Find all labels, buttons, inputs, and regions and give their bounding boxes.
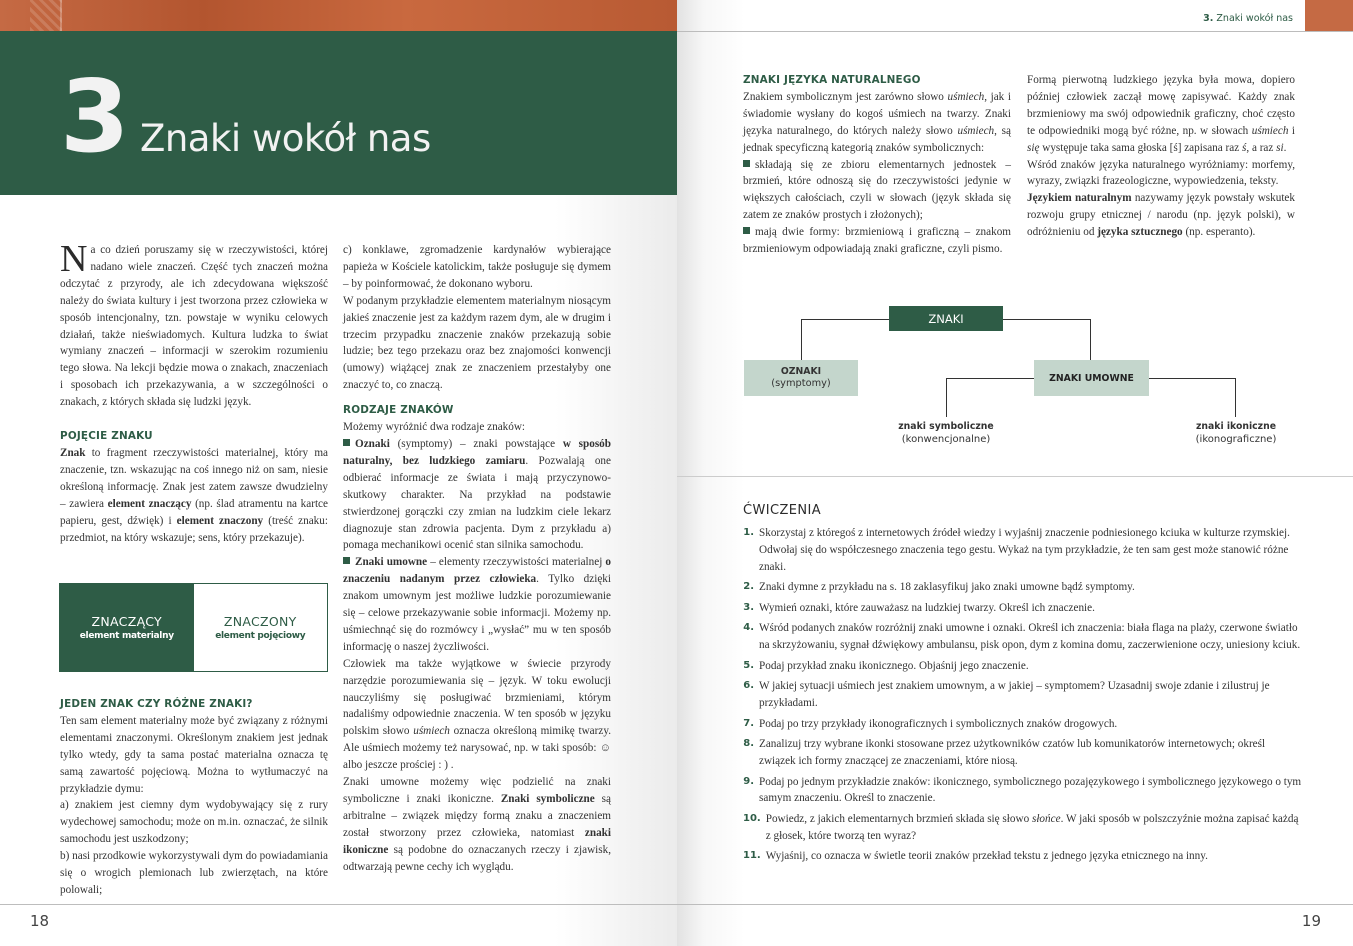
naturalny-bullet-2: mają dwie formy: brzmieniową i graficzną – znakom brzmieniowym odpowiadają znaki graficzne, czyli pismo. [743,226,1011,256]
jeden-p3: b) nasi przodkowie wykorzystywali dym do powiadamiania się o wrogich plemionach lub zwierzętach, na które polowali; [60,850,328,896]
diagram-node-oznaki: OZNAKI (symptomy) [744,360,858,396]
left-column [60,238,328,546]
middle-column [343,242,611,876]
connector-line [946,378,947,417]
mid-p3: Możemy wyróżnić dwa rodzaje znaków: [343,421,526,434]
naturalny-c2-p3: Językiem naturalnym nazywamy język powstały wskutek rozwoju grupy etnicznej / narodu (np. język polski), w odróżnieniu od języka sztucznego (np. esperanto). [1027,192,1295,239]
decorative-top-strip [0,0,677,31]
exercise-item: 4. Wśród podanych znaków rozróżnij znaki umowne i oznaki. Określ ich znaczenia: biała flaga na plaży, czerwone światło na skrzyżowaniu, sygnał dźwiękowy ambulansu, pisk opon, dym z komina domu, zaczerwienione oczy, uniesiony kciuk. [743,622,1301,652]
exercise-item: 3. Wymień oznaki, które zauważasz na ludzkiej twarzy. Określ ich znaczenie. [743,601,1095,614]
running-head: 3. Znaki wokół nas [1203,13,1293,24]
mid-p4: Człowiek ma także wyjątkowe w świecie przyrody narzędzie porozumiewania się – język. W toku ewolucji nauczyliśmy się posługiwać brzmieniami, którym nadaliśmy odpowiednie znaczenia. W ten sposób w języku polskim słowo uśmiech oznacza określoną mimikę twarzy. Ale uśmiech możemy też narysować, np. w taki sposób: ☺ albo jeszcze prościej : ) . [343,657,611,772]
exercise-item: 2. Znaki dymne z przykładu na s. 18 zaklasyfikuj jako znaki umowne bądź symptomy. [743,581,1135,594]
jeden-p1: Ten sam element materialny może być związany z różnymi elementami znaczonymi. Określonym znakiem jest jednak tylko wtedy, gdy ta sama postać materialna oznacza tę samą zawartość pojęciową. Można to wytłumaczyć na przykładzie dymu: [60,714,328,795]
exercise-item: 11. Wyjaśnij, co oznacza w świetle teorii znaków przekład tekstu z jednego języka etnicznego na inny. [743,850,1208,863]
footer-rule [0,904,677,905]
dropcap: N [60,238,88,280]
exercise-item: 9. Podaj po jednym przykładzie znaków: ikonicznego, symbolicznego pozajęzykowego i symbolicznego językowego o tym samym znaczeniu. Określ to znaczenie. [743,775,1302,805]
exercise-item: 8. Zanalizuj trzy wybrane ikonki stosowane przez użytkowników czatów lub komunikatorów internetowych; określ związek ich formy znaczącej ze znaczeniami, które niosą. [743,738,1266,768]
left-column-lower [60,696,328,899]
mid-p1: c) konklawe, zgromadzenie kardynałów wybierające papieża w Kościele katolickim, także posługuje się dymem – by poinformować, że dokonano wyboru. [343,244,611,290]
exercise-item: 5. Podaj przykład znaku ikonicznego. Objaśnij jego znaczenie. [743,659,1029,672]
oznaki-paragraph: Oznaki (symptomy) – znaki powstające w sposób naturalny, bez ludzkiego zamiaru. Pozwalają one odbierać informacje ze świata i mają przyczynowo-skutkowy charakter. Na przykład na podstawie stwierdzonej gorączki czy zmian na ludzkim ciele lekarz diagnozuje stan zdrowia pacjenta. Dym z przykładu a) pomaga mechanikowi ocenić stan silnika samochodu. [343,437,612,552]
jeden-p2: a) znakiem jest ciemny dym wydobywający się z rury wydechowej samochodu; może on m.in. oznaczać, że silnik samochodu jest uszkodzony; [60,799,328,846]
section-divider [677,476,1353,477]
exercise-item: 6. W jakiej sytuacji uśmiech jest znakiem umownym, a w jakiej – symptomem? Uzasadnij swoje zdanie i zilustruj je przykładami. [743,680,1270,710]
bullet-square-icon [343,439,350,446]
naturalny-p1: Znakiem symbolicznym jest zarówno słowo uśmiech, jak i świadomie wysłany do kogoś uśmiech na twarzy. Znaki języka naturalnego, do których należy słowo uśmiech, są jednak specyficzną kategorią znaków symbolicznych: [743,90,1011,154]
chapter-title-band [0,31,677,195]
naturalny-c2-p2: Wśród znaków języka naturalnego wyróżniamy: morfemy, wyrazy, związki frazeologiczne, wypowiedzenia, teksty. [1027,158,1295,188]
page-number-left: 18 [30,912,50,930]
diagram-node-umowne: ZNAKI UMOWNE [1034,360,1149,396]
bullet-square-icon [343,557,350,564]
exercise-item: 10. Powiedz, z jakich elementarnych brzmień składa się słowo słońce. W jaki sposób w polszczyźnie można zapisać każdą z głosek, które tworzą ten wyraz? [743,812,1299,842]
chapter-title: Znaki wokół nas [140,117,431,160]
footer-rule [677,904,1353,905]
bullet-square-icon [743,227,750,234]
mid-p2: W podanym przykładzie elementem materialnym niosącym jakieś znaczenie jest za każdym razem dym, ale w drugim i trzecim przypadku znaczenie znaków przekazują sobie ludzie; bez tego przekazu oraz bez znajomości konwencji (umowy) wiążącej znak ze znaczeniem przestałyby one znaczyć to, co znaczą. [343,294,611,392]
heading-naturalny: ZNAKI JĘZYKA NATURALNEGO [743,74,921,86]
connector-line [1090,319,1091,360]
right-column-1 [743,72,1011,258]
pojecie-paragraph: Znak to fragment rzeczywistości materialnej, który ma znaczenie, tzn. wskazując na coś innego niż on sam, niesie określoną informację. Znak jest zatem zawsze dwudzielny – zawiera element znaczący (np. ślad atramentu na kartce papieru, gest, dźwięk) i element znaczony (treść znaku: przedmiot, na który wskazuje; sens, który przekazuje). [60,446,328,544]
heading-jeden: JEDEN ZNAK CZY RÓŻNE ZNAKI? [60,698,253,710]
exercises-title: ĆWICZENIA [743,503,822,518]
connector-line [1235,378,1236,417]
umowne-paragraph: Znaki umowne – elementy rzeczywistości materialnej o znaczeniu nadanym przez człowieka. Tylko dzięki znakom umownym jest możliwe ludzkie porozumiewanie się – celowe przekazywanie sobie informacji. Możemy np. uśmiechnąć się do rozmówcy i „wysłać” mu w ten sposób informację o naszej życzliwości. [343,556,612,653]
connector-line [1003,319,1091,320]
heading-rodzaje: RODZAJE ZNAKÓW [343,404,454,417]
naturalny-c2-p1: Formą pierwotną ludzkiego języka była mowa, dopiero później człowiek zaczął mowę zapisywać. Każdy znak brzmieniowy ma swój odpowiednik graficzny, choć często te odpowiedniki mogą być różne, np. w słowach uśmiech i się występuje taka sama głoska [ś] zapisana raz ś, a raz si. [1027,74,1296,154]
bullet-square-icon [743,160,750,167]
heading-pojecie: POJĘCIE ZNAKU [60,430,153,443]
signs-diagram [739,300,1299,460]
diagram-leaf-symboliczne: znaki symboliczne (konwencjonalne) [898,421,994,445]
intro-paragraph: Na co dzień poruszamy się w rzeczywistości, której nadano wiele znaczeń. Część tych znaczeń można odczytać z przyrody, ale ich zdecydowana większość należy do świata kultury i jest tworzona przez człowieka w sposób intencjonalny, tzn. powstaje w wyniku celowych działań, także nieświadomych. Kultura ludzka to świat wymiany znaczeń – informacji w szerokim rozumieniu tego słowa. Na lekcji będzie mowa o znakach, znaczeniach i sposobach ich przekazywania, a w szczególności o znakach, z których składa się ludzki język. [60,238,328,409]
connector-line [1149,378,1235,379]
ornament-icon [30,0,62,31]
signifier-signified-box [59,583,328,672]
exercise-item: 1. Skorzystaj z któregoś z internetowych źródeł wiedzy i wyjaśnij znaczenie podniesionego kciuka w kulturze rzymskiej. Odwołaj się do współczesnego znaczenia tego gestu. Wykaż na tym przykładzie, że ten sam gest może stanowić różne znaki. [743,527,1290,573]
right-page [677,0,1353,946]
exercise-item: 7. Podaj po trzy przykłady ikonograficznych i symbolicznych znaków drogowych. [743,717,1118,730]
chapter-number: 3 [60,58,130,175]
decorative-top-strip-right [1305,0,1353,31]
diagram-node-znaki: ZNAKI [889,306,1003,331]
page-number-right: 19 [1301,912,1321,930]
naturalny-bullet-1: składają się ze zbioru elementarnych jednostek – brzmień, które odnoszą się do rzeczywistości jedynie w większych całościach, czyli w słowach (język składa się zatem ze znaków prostych i złożonych); [743,158,1011,222]
exercises-list [743,525,1303,869]
right-column-2 [1027,72,1295,241]
znaczacy-cell: ZNACZĄCY element materialny [60,584,194,671]
header-rule [677,31,1353,32]
znaczony-cell: ZNACZONY element pojęciowy [194,584,328,671]
diagram-leaf-ikoniczne: znaki ikoniczne (ikonograficzne) [1195,421,1277,445]
connector-line [801,319,802,360]
mid-p5: Znaki umowne możemy więc podzielić na znaki symboliczne i znaki ikoniczne. Znaki symboliczne są arbitralne – związek między formą znaku a znaczeniem został stworzony przez człowieka, natomiast znaki ikoniczne są podobne do oznaczanych rzeczy i zjawisk, odtwarzają pewne cechy ich wyglądu. [343,776,611,873]
connector-line [946,378,1034,379]
connector-line [801,319,889,320]
